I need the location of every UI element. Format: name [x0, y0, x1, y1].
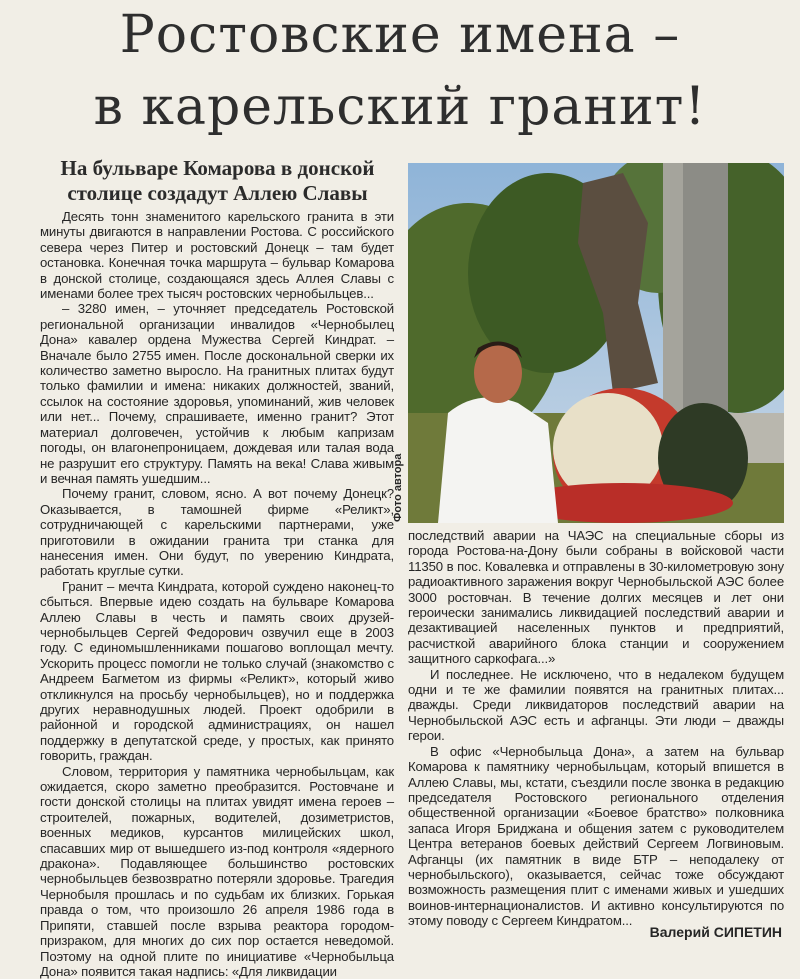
subheadline: На бульваре Комарова в донской столице создадут Аллею Славы — [60, 156, 375, 205]
headline-line-2: в карельский гранит! — [93, 77, 707, 137]
right-column — [408, 528, 784, 929]
left-column — [40, 209, 394, 979]
paragraph: Почему гранит, словом, ясно. А вот почему Донецк? Оказывается, в тамошней фирме «Реликт», сотрудничающей с карельскими партнерами, уже приготовили в ожидании гранита три станка для нанесения имен. Они будут, по уверению Киндрата, работать круглые сутки. — [40, 486, 394, 579]
paragraph: В офис «Чернобыльца Дона», а затем на бульвар Комарова к памятнику чернобыльцам, который впишется в Аллею Славы, мы, кстати, съездили после звонка в редакцию председателя Ростовского регионального отделения общественной организации «Боевое братство» полковника запаса Игоря Бриджана и общения затем с руководителем Центра ветеранов боевых действий Сергеем Логвиновым. Афганцы (их памятник в виде БТР – неподалеку от чернобыльского), оказывается, сейчас тоже обсуждают возможность размещения плит с именами живых и ушедших воинов-интернационалистов. И активно консультируются по этому поводу с Сергеем Киндратом... — [408, 743, 784, 929]
photo-credit: Фото автора — [392, 453, 404, 522]
headline-line-1: Ростовские имена – — [119, 5, 681, 65]
paragraph: Словом, территория у памятника чернобыльцам, как ожидается, скоро заметно преобразится. Ростовчане и гости донской столицы на плитах увидят имена героев – строителей, пожарных, водителей, дозиметристов, военных медиков, курсантов милицейских школ, спасавших мир от вышедшего из-под контроля «ядерного дракона». Подавляющее большинство ростовских чернобыльцев безвозвратно потеряли здоровье. Трагедия Чернобыля прошлась и по судьбам их близких. Горькая правда о том, что произошло 26 апреля 1986 года в Припяти, ставшей после взрыва реактора городом-призраком, для многих до сих пор остается неведомой. Поэтому на одной плите по инициативе «Чернобыльца Дона» появится такая надпись: «Для ликвидации — [40, 763, 394, 979]
paragraph: последствий аварии на ЧАЭС на специальные сборы из города Ростова-на-Дону были собраны в войсковой части 11350 в пос. Ковалевка и отправлены в 30-километровую зону радиоактивного заражения вокруг Чернобыльской АЭС более 3000 ростовчан. В течение долгих месяцев и лет они героически занимались ликвидацией последствий аварии и дезактивацией населенных пунктов и предприятий, расчисткой аварийного блока станции и сооружением защитного саркофага...» — [408, 528, 784, 667]
paragraph: Десять тонн знаменитого карельского гранита в эти минуты двигаются в направлении Ростова. С российского севера через Питер и ростовский Донецк – там будет остановка. Конечная точка маршрута – бульвар Комарова в донской столице, создающаяся здесь Аллея Славы с именами более трех тысяч ростовских чернобыльцев... — [40, 209, 394, 302]
author-byline: Валерий СИПЕТИН — [649, 924, 782, 940]
paragraph: Гранит – мечта Киндрата, которой суждено наконец-то сбыться. Впервые идею создать на бульваре Комарова Аллею Славы в честь и память своих друзей-чернобыльцев Сергей Федорович озвучил еще в 2003 году. С единомышленниками пошагово воплощал мечту. Ускорить процесс помогли не только случай (знакомство с Андреем Багметом из фирмы «Реликт», который живо откликнулся на просьбу чернобыльцев), но и поддержка других неравнодушных людей. Проект одобрили в районной и городской администрациях, он нашел поддержку в депутатской среде, у простых, как принято говорить, граждан. — [40, 578, 394, 764]
paragraph: – 3280 имен, – уточняет председатель Ростовской региональной организации инвалидов «Чернобылец Дона» кавалер ордена Мужества Сергей Киндрат. – Вначале было 2755 имен. После доскональной сверки их количество заметно выросло. На гранитных плитах будут только фамилии и имена: никаких должностей, званий, ссылок на состояние здоровья, упоминаний, жив человек или нет... Почему, спрашиваете, именно гранит? Этот материал долговечен, устойчив к любым капризам погоды, он влагонепроницаем, дождевая или талая вода не разрушит его структуру. Память на века! Слава живым и вечная память ушедшим... — [40, 301, 394, 486]
paragraph: И последнее. Не исключено, что в недалеком будущем одни и те же фамилии появятся на гранитных плитах... дважды. Среди ликвидаторов последствий аварии на Чернобыльской АЭС есть и афганцы. Эти люди – дважды герои. — [408, 666, 784, 744]
article-photo — [408, 163, 784, 523]
